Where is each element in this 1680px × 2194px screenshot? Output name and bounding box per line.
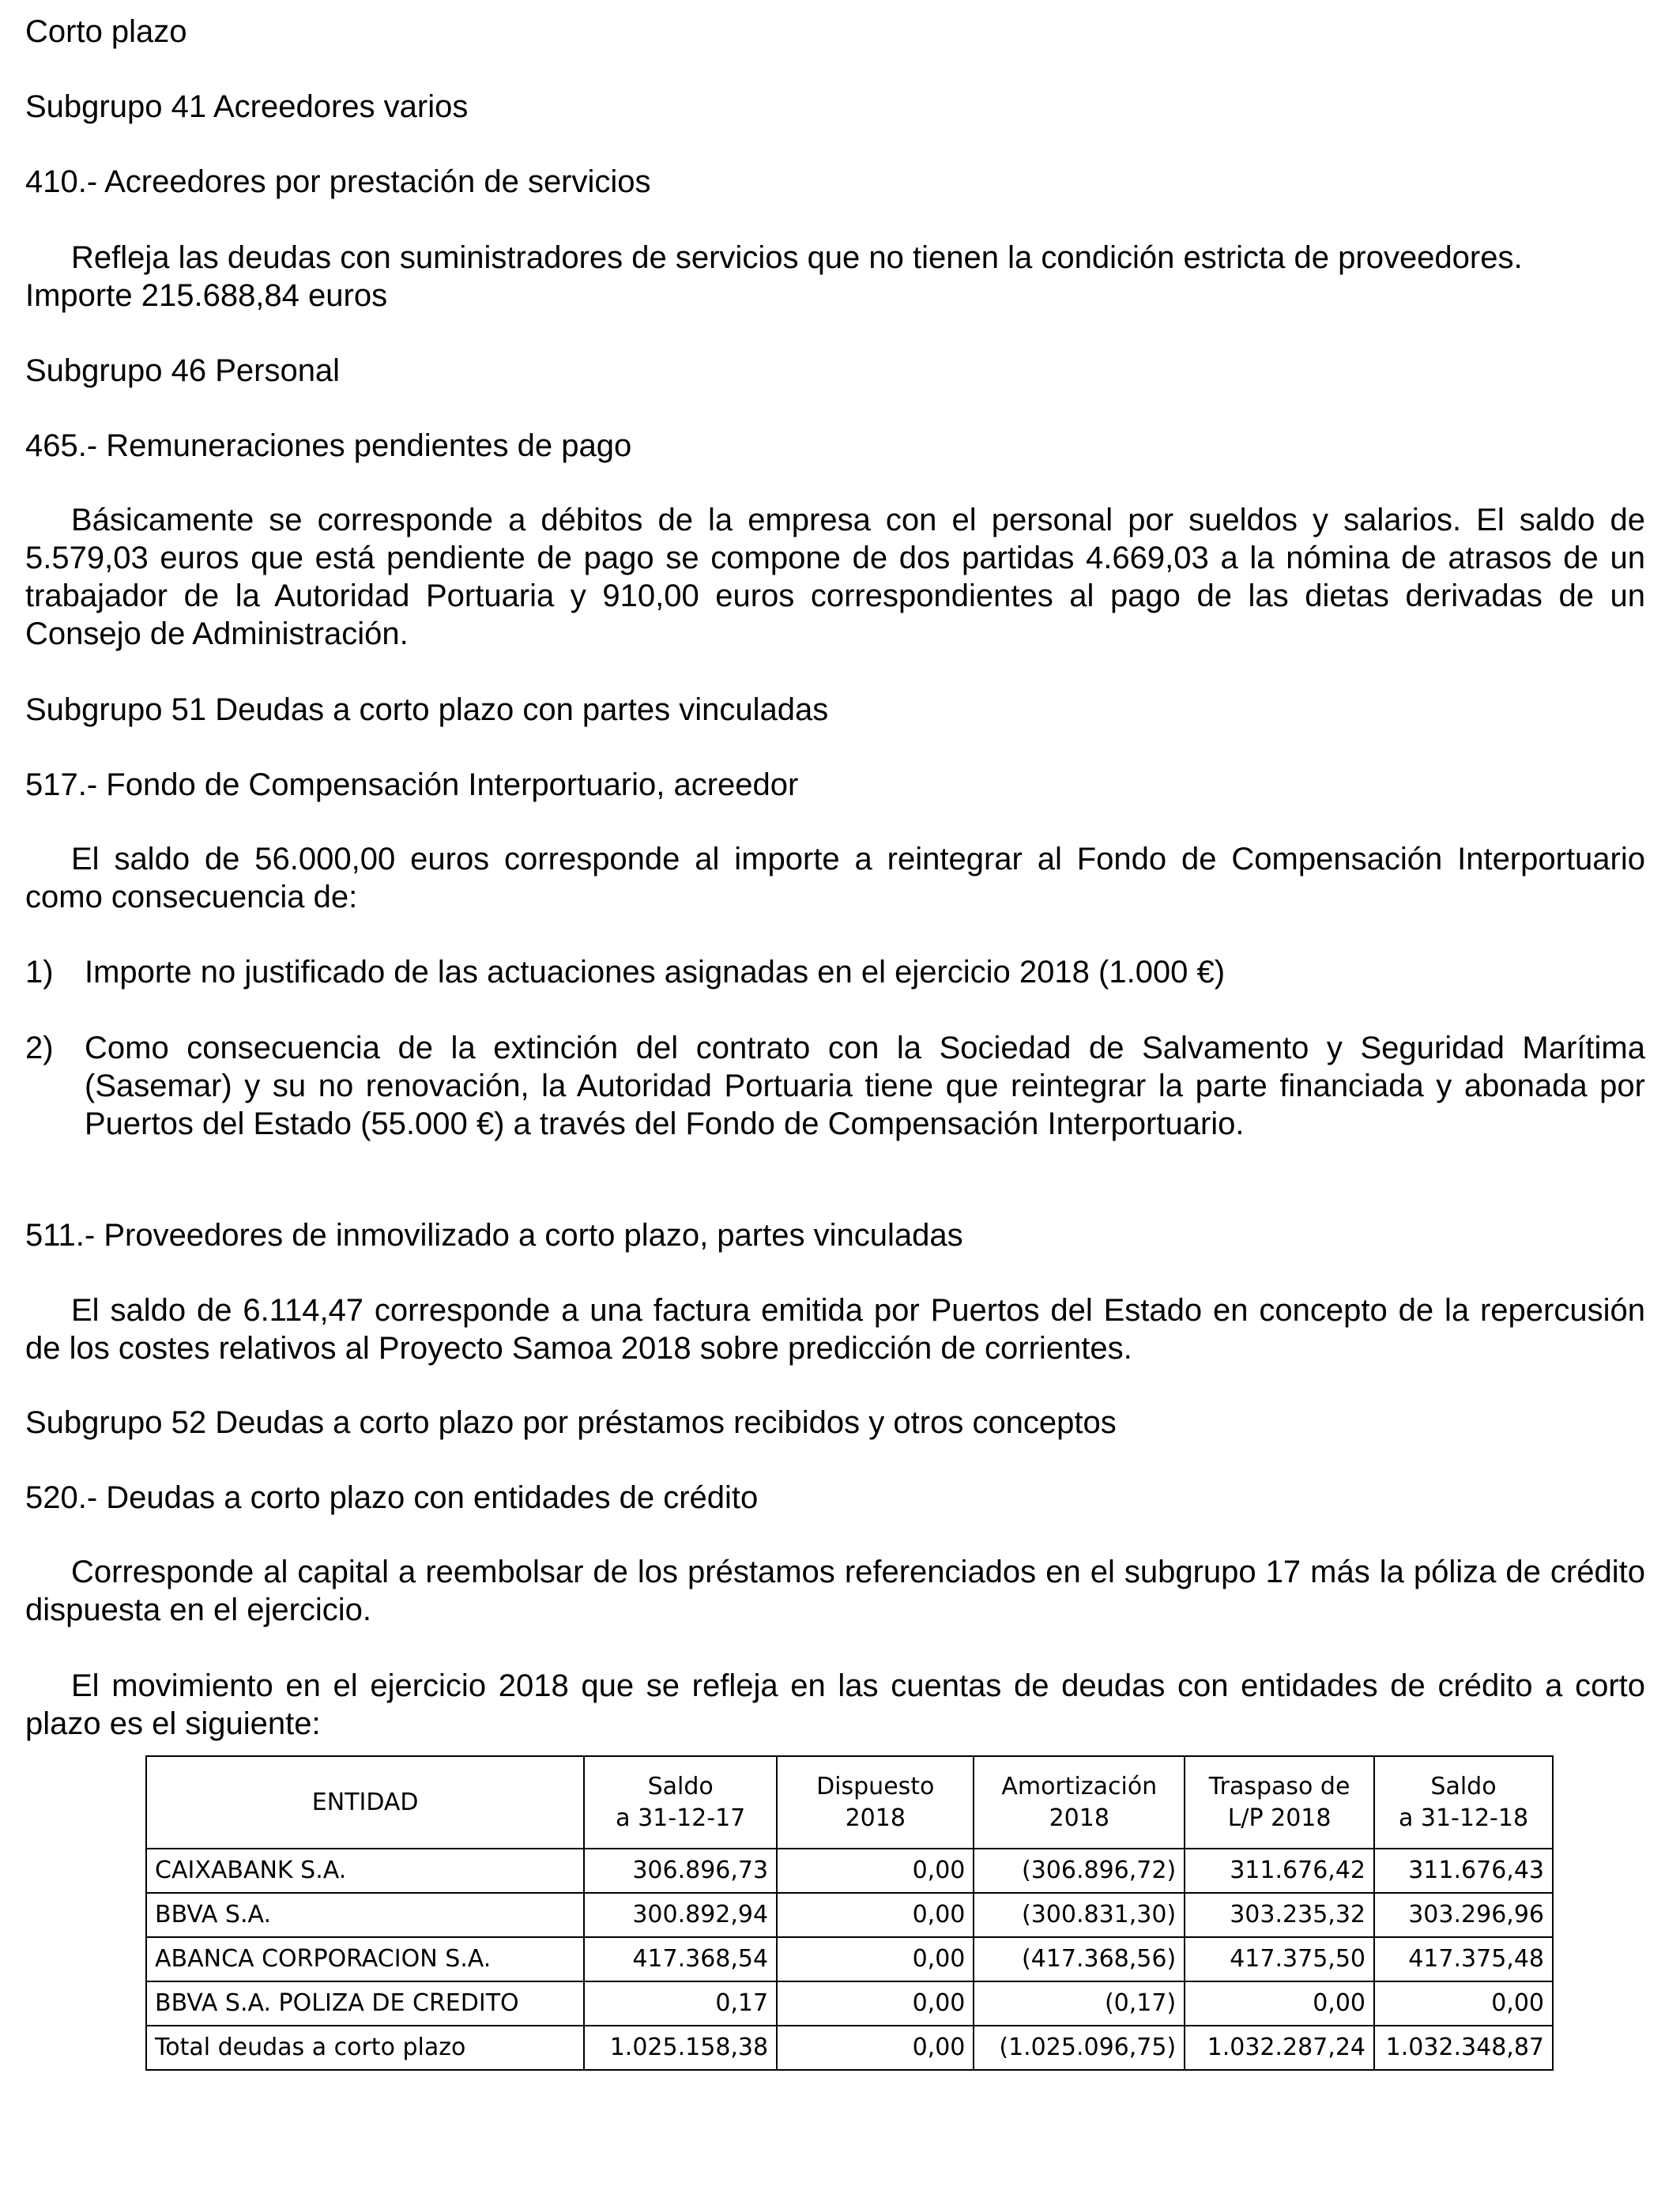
table-cell: 311.676,43 <box>1374 1849 1553 1893</box>
account-410-heading: 410.- Acreedores por prestación de servicios <box>25 164 651 199</box>
column-header-saldo-inicial: Saldo a 31-12-17 <box>584 1756 777 1849</box>
subgroup-52-heading: Subgrupo 52 Deudas a corto plazo por préstamos recibidos y otros conceptos <box>25 1405 1117 1440</box>
column-header-amortizacion: Amortización 2018 <box>974 1756 1185 1849</box>
column-header-saldo-final: Saldo a 31-12-18 <box>1374 1756 1553 1849</box>
subgroup-46-heading: Subgrupo 46 Personal <box>25 353 341 388</box>
table-cell: 417.375,50 <box>1185 1937 1374 1981</box>
table-cell: 0,00 <box>777 1849 974 1893</box>
table-row <box>146 1937 1553 1981</box>
table-cell: 0,00 <box>777 1937 974 1981</box>
account-410-amount: Importe 215.688,84 euros <box>25 278 388 313</box>
table-cell: 0,00 <box>777 2026 974 2070</box>
credit-debts-table <box>145 1755 1554 2071</box>
table-cell: BBVA S.A. POLIZA DE CREDITO <box>146 1981 584 2026</box>
heading-corto-plazo: Corto plazo <box>25 14 187 49</box>
table-cell: 0,00 <box>1374 1981 1553 2026</box>
table-cell: 1.025.158,38 <box>584 2026 777 2070</box>
list-item-number: 1) <box>25 955 54 990</box>
list-item-text: Importe no justificado de las actuaciones asignadas en el ejercicio 2018 (1.000 €) <box>85 955 1226 990</box>
table-cell: BBVA S.A. <box>146 1893 584 1937</box>
account-465-description: Básicamente se corresponde a débitos de la empresa con el personal por sueldos y salarios. El saldo de 5.579,03 euros que está pendiente de pago se compone de dos partidas 4.669,03 a la nómina de atrasos de un trabajador de la Autoridad Portuaria y 910,00 euros correspondientes al pago de las dietas derivadas de un Consejo de Administración. <box>25 503 1645 651</box>
table-cell: (0,17) <box>974 1981 1185 2026</box>
table-row <box>146 1981 1553 2026</box>
table-cell: 0,00 <box>1185 1981 1374 2026</box>
table-header-row <box>146 1756 1553 1849</box>
table-row <box>146 1849 1553 1893</box>
table-cell: 1.032.348,87 <box>1374 2026 1553 2070</box>
list-item <box>25 953 1645 991</box>
list-item-number: 2) <box>25 1031 54 1065</box>
list-item <box>25 1029 1645 1143</box>
account-511-heading: 511.- Proveedores de inmovilizado a corto plazo, partes vinculadas <box>25 1218 963 1253</box>
table-cell: CAIXABANK S.A. <box>146 1849 584 1893</box>
table-cell: 306.896,73 <box>584 1849 777 1893</box>
column-header-dispuesto: Dispuesto 2018 <box>777 1756 974 1849</box>
table-cell: 311.676,42 <box>1185 1849 1374 1893</box>
table-cell: (1.025.096,75) <box>974 2026 1185 2070</box>
table-cell: 0,00 <box>777 1893 974 1937</box>
column-header-entidad: ENTIDAD <box>146 1756 584 1849</box>
table-row <box>146 1893 1553 1937</box>
table-cell: 300.892,94 <box>584 1893 777 1937</box>
account-511-description: El saldo de 6.114,47 corresponde a una factura emitida por Puertos del Estado en concepto de la repercusión de los costes relativos al Proyecto Samoa 2018 sobre predicción de corrientes. <box>25 1293 1645 1366</box>
table-cell: 0,00 <box>777 1981 974 2026</box>
column-header-traspaso: Traspaso de L/P 2018 <box>1185 1756 1374 1849</box>
table-total-row <box>146 2026 1553 2070</box>
table-cell: 1.032.287,24 <box>1185 2026 1374 2070</box>
subgroup-41-heading: Subgrupo 41 Acreedores varios <box>25 89 469 124</box>
account-410-description: Refleja las deudas con suministradores de servicios que no tienen la condición estricta de proveedores. <box>71 240 1523 275</box>
table-cell: 0,17 <box>584 1981 777 2026</box>
table-cell: 303.235,32 <box>1185 1893 1374 1937</box>
subgroup-51-heading: Subgrupo 51 Deudas a corto plazo con partes vinculadas <box>25 692 829 727</box>
account-517-description: El saldo de 56.000,00 euros corresponde al importe a reintegrar al Fondo de Compensación Interportuario como consecuencia de: <box>25 842 1645 914</box>
list-item-text: Como consecuencia de la extinción del contrato con la Sociedad de Salvamento y Seguridad Marítima (Sasemar) y su no renovación, la Autoridad Portuaria tiene que reintegrar la parte financiada y abonada por Puertos del Estado (55.000 €) a través del Fondo de Compensación Interportuario. <box>85 1031 1645 1141</box>
table-cell: 417.368,54 <box>584 1937 777 1981</box>
table-cell: 417.375,48 <box>1374 1937 1553 1981</box>
account-520-heading: 520.- Deudas a corto plazo con entidades de crédito <box>25 1480 759 1515</box>
table-cell: ABANCA CORPORACION S.A. <box>146 1937 584 1981</box>
account-520-description: Corresponde al capital a reembolsar de los préstamos referenciados en el subgrupo 17 más la póliza de crédito dispuesta en el ejercicio. <box>25 1555 1645 1627</box>
account-517-heading: 517.- Fondo de Compensación Interportuario, acreedor <box>25 767 799 802</box>
table-cell: (306.896,72) <box>974 1849 1185 1893</box>
movement-intro: El movimiento en el ejercicio 2018 que se refleja en las cuentas de deudas con entidades de crédito a corto plazo es el siguiente: <box>25 1668 1645 1741</box>
table-cell: (300.831,30) <box>974 1893 1185 1937</box>
table-cell: Total deudas a corto plazo <box>146 2026 584 2070</box>
table-cell: (417.368,56) <box>974 1937 1185 1981</box>
table-cell: 303.296,96 <box>1374 1893 1553 1937</box>
account-465-heading: 465.- Remuneraciones pendientes de pago <box>25 428 632 463</box>
